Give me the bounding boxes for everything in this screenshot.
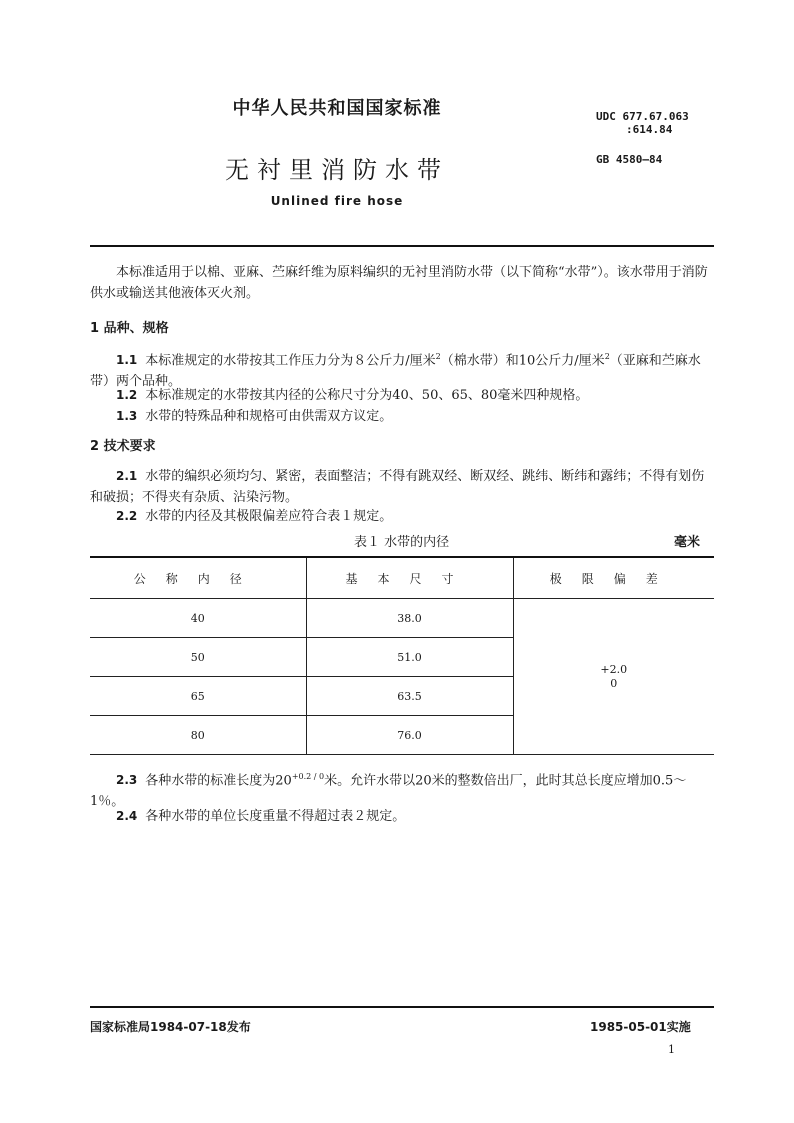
issue-date: 国家标准局1984-07-18发布 [90, 1020, 251, 1034]
cell-basic: 51.0 [306, 638, 513, 677]
clause-2-1: 2.1 水带的编织必须均匀、紧密，表面整洁；不得有跳双经、断双经、跳纬、断纬和露纬；不得有划伤和破损；不得夹有杂质、沾染污物。 [90, 469, 705, 505]
table-1-caption: 表１ 水带的内径 [354, 535, 450, 550]
tolerance-upper: +2.0 [600, 662, 628, 676]
clause-1-1: 1.1 本标准规定的水带按其工作压力分为８公斤力/厘米$^2$（棉水带）和10公斤力/厘米$^2$（亚麻和苎麻水带）两个品种。 [90, 352, 701, 390]
standard-org-title: 中华人民共和国国家标准 [232, 98, 442, 119]
section-1-heading: 1 品种、规格 [90, 321, 169, 336]
footer-divider [90, 1006, 714, 1008]
cell-basic: 63.5 [306, 677, 513, 716]
intro-paragraph: 本标准适用于以棉、亚麻、苎麻纤维为原料编织的无衬里消防水带（以下简称“水带”）。该水带用于消防供水或输送其他液体灭火剂。 [90, 265, 708, 301]
clause-2-2: 2.2 水带的内径及其极限偏差应符合表１规定。 [116, 509, 393, 524]
tolerance-lower: 0 [610, 676, 618, 690]
cell-basic: 76.0 [306, 716, 513, 755]
standard-number: GB 4580—84 [596, 153, 663, 166]
effective-date: 1985-05-01实施 [590, 1020, 691, 1034]
column-header-tolerance: 极限偏差 [513, 557, 714, 599]
udc-code-continued: :614.84 [626, 123, 673, 136]
table-1 [90, 556, 714, 755]
udc-code: UDC 677.67.063 [596, 110, 689, 123]
clause-1-2: 1.2 本标准规定的水带按其内径的公称尺寸分为40、50、65、80毫米四种规格。 [116, 388, 589, 403]
cell-nominal: 80 [90, 716, 306, 755]
cell-basic: 38.0 [306, 599, 513, 638]
page-number: 1 [668, 1043, 675, 1056]
cell-nominal: 40 [90, 599, 306, 638]
header-divider [90, 245, 714, 247]
table-row [90, 599, 714, 638]
cell-nominal: 65 [90, 677, 306, 716]
column-header-basic: 基本尺寸 [306, 557, 513, 599]
column-header-nominal: 公称内径 [90, 557, 306, 599]
clause-1-3: 1.3 水带的特殊品种和规格可由供需双方议定。 [116, 409, 393, 424]
document-subtitle-english: Unlined fire hose [270, 194, 404, 208]
clause-1-1-number: 1.1 [116, 353, 138, 368]
length-tolerance: +0.2 / 0 [291, 772, 325, 781]
section-2-heading: 2 技术要求 [90, 439, 156, 454]
table-1-unit: 毫米 [673, 535, 700, 550]
cell-tolerance [513, 599, 714, 755]
clause-2-4: 2.4 各种水带的单位长度重量不得超过表２规定。 [116, 809, 406, 824]
clause-2-3: 2.3 各种水带的标准长度为$20^{+0.2 / 0}$米。允许水带以20米的整数倍出厂，此时其总长度应增加0.5～1％。 [90, 772, 687, 810]
cell-nominal: 50 [90, 638, 306, 677]
table-header-row [90, 557, 714, 599]
document-title: 无衬里消防水带 [225, 156, 449, 184]
